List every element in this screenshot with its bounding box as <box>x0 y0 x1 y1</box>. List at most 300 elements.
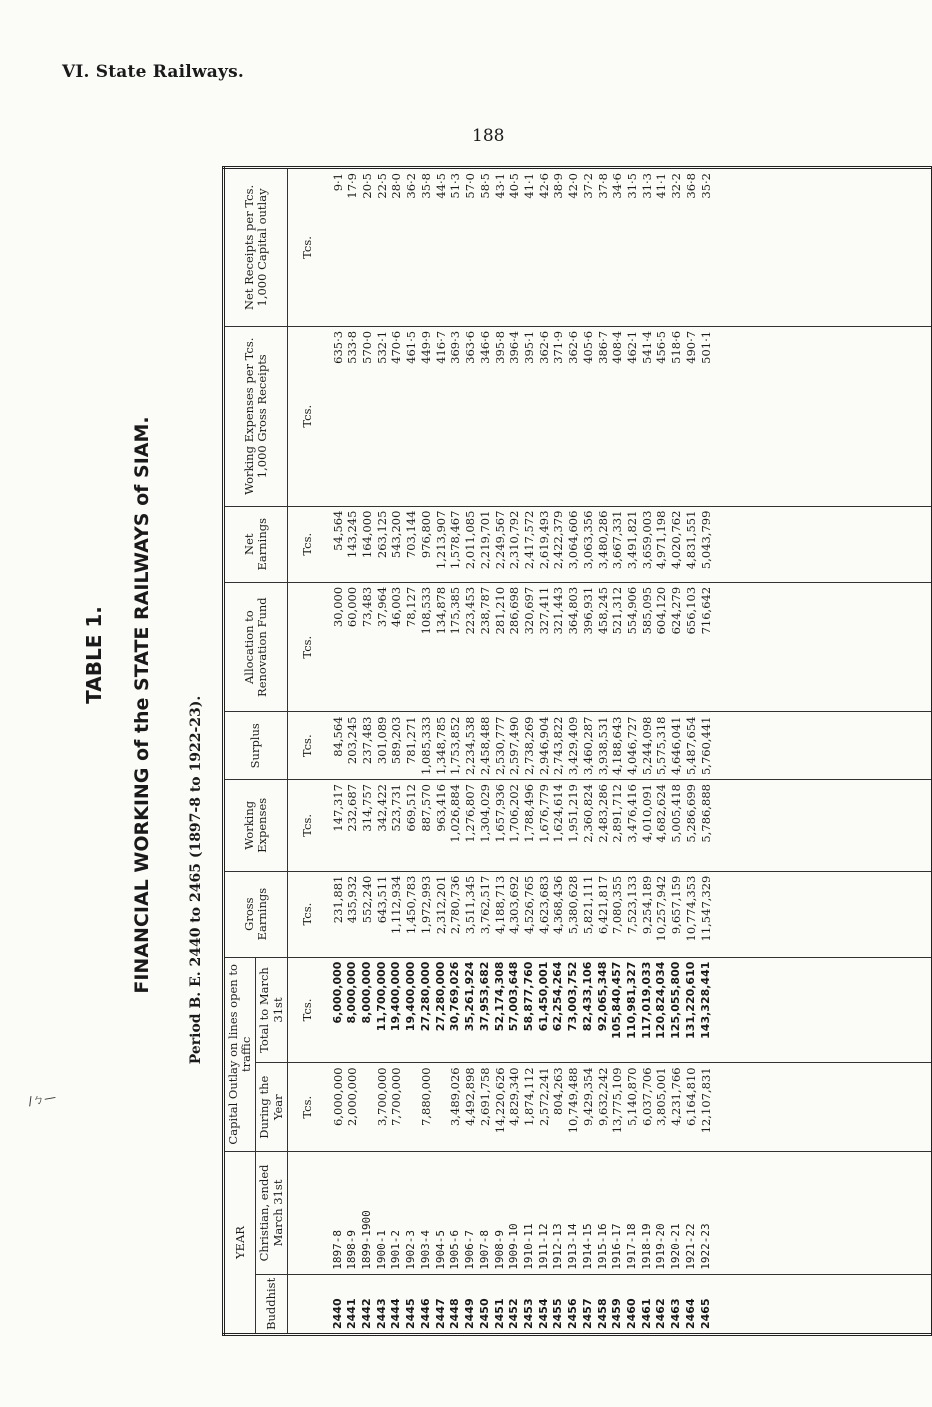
table-cell: 31·3 <box>640 168 655 327</box>
table-cell: 22·5 <box>375 168 390 327</box>
table-cell: 10,749,488 <box>566 1063 581 1152</box>
table-cell: 28·0 <box>389 168 404 327</box>
table-cell: 37·8 <box>596 168 611 327</box>
page-number: 188 <box>472 126 505 146</box>
table-cell: 1897-8 <box>331 1152 346 1275</box>
table-row <box>448 168 463 1335</box>
table-row <box>684 168 699 1335</box>
table-cell: 1921-22 <box>684 1152 699 1275</box>
table-cell: 2450 <box>478 1274 493 1334</box>
table-cell: 1916-17 <box>610 1152 625 1275</box>
table-cell: 9,254,189 <box>640 871 655 957</box>
table-cell: 2440 <box>331 1274 346 1334</box>
table-cell: 3,762,517 <box>478 871 493 957</box>
table-cell: 2447 <box>434 1274 449 1334</box>
table-cell: 1,304,029 <box>478 780 493 872</box>
table-cell: 20·5 <box>360 168 375 327</box>
table-cell: 703,144 <box>404 506 419 582</box>
table-cell: 3,667,331 <box>610 506 625 582</box>
header-during: During the Year <box>256 1063 287 1152</box>
table-cell: 4,010,091 <box>640 780 655 872</box>
table-cell: 1,972,993 <box>419 871 434 957</box>
table-cell: 3,064,606 <box>566 506 581 582</box>
table-cell: 887,570 <box>419 780 434 872</box>
table-cell: 1,578,467 <box>448 506 463 582</box>
table-cell: 5,043,799 <box>699 506 714 582</box>
table-row <box>537 168 552 1335</box>
margin-note: /ㄅ— <box>27 1089 58 1109</box>
table-cell: 41·1 <box>654 168 669 327</box>
table-cell: 37,953,682 <box>478 957 493 1063</box>
table-row <box>463 168 478 1335</box>
table-row <box>389 168 404 1335</box>
table-cell: 1,753,852 <box>448 712 463 780</box>
table-cell: 37·2 <box>581 168 596 327</box>
unit-label: Tcs. <box>287 168 330 327</box>
table-cell: 1,213,907 <box>434 506 449 582</box>
table-cell: 643,511 <box>375 871 390 957</box>
table-cell: 6,037,706 <box>640 1063 655 1152</box>
table-cell: 2463 <box>669 1274 684 1334</box>
header-net: Net Earnings <box>224 506 288 582</box>
table-cell: 1901-2 <box>389 1152 404 1275</box>
table-cell: 1922-23 <box>699 1152 714 1275</box>
table-cell: 58·5 <box>478 168 493 327</box>
table-cell: 62,254,264 <box>551 957 566 1063</box>
table-cell: 263,125 <box>375 506 390 582</box>
table-cell: 164,000 <box>360 506 375 582</box>
table-cell: 4,188,713 <box>493 871 508 957</box>
unit-label: Tcs. <box>287 326 330 506</box>
table-cell: 37,964 <box>375 582 390 712</box>
table-cell: 552,240 <box>360 871 375 957</box>
table-cell: 461·5 <box>404 326 419 506</box>
table-cell: 3,511,345 <box>463 871 478 957</box>
table-cell: 2457 <box>581 1274 596 1334</box>
table-cell: 2452 <box>507 1274 522 1334</box>
table-cell: 2,011,085 <box>463 506 478 582</box>
table-cell: 9,429,354 <box>581 1063 596 1152</box>
table-row <box>478 168 493 1335</box>
table-period: Period B. E. 2440 to 2465 (1897-8 to 1922-23). <box>188 695 204 1065</box>
table-cell: 41·1 <box>522 168 537 327</box>
table-cell: 362·6 <box>537 326 552 506</box>
table-row <box>434 168 449 1335</box>
table-cell: 9,632,242 <box>596 1063 611 1152</box>
table-cell: 57·0 <box>463 168 478 327</box>
table-cell: 2,458,488 <box>478 712 493 780</box>
table-cell: 2449 <box>463 1274 478 1334</box>
table-cell <box>404 1063 419 1152</box>
table-cell: 5,140,870 <box>625 1063 640 1152</box>
table-cell: 2,000,000 <box>345 1063 360 1152</box>
table-cell: 490·7 <box>684 326 699 506</box>
table-cell: 1904-5 <box>434 1152 449 1275</box>
table-cell: 2,738,269 <box>522 712 537 780</box>
table-cell: 521,312 <box>610 582 625 712</box>
table-cell: 2461 <box>640 1274 655 1334</box>
table-cell: 1902-3 <box>404 1152 419 1275</box>
table-cell: 1920-21 <box>669 1152 684 1275</box>
table-cell: 2,691,758 <box>478 1063 493 1152</box>
table-cell: 1,624,614 <box>551 780 566 872</box>
table-cell: 543,200 <box>389 506 404 582</box>
table-cell: 117,019,033 <box>640 957 655 1063</box>
table-cell: 237,483 <box>360 712 375 780</box>
table-cell: 2,619,493 <box>537 506 552 582</box>
table-cell: 19,400,000 <box>389 957 404 1063</box>
table-cell: 5,575,318 <box>654 712 669 780</box>
table-cell: 175,385 <box>448 582 463 712</box>
table-cell: 1919-20 <box>654 1152 669 1275</box>
header-capital-outlay: Capital Outlay on lines open to traffic <box>224 957 256 1152</box>
table-cell: 6,000,000 <box>331 957 346 1063</box>
table-cell: 1915-16 <box>596 1152 611 1275</box>
header-netrec-per: Net Receipts per Tcs. 1,000 Capital outlay <box>224 168 288 327</box>
table-cell: 8,000,000 <box>360 957 375 1063</box>
table-cell: 2462 <box>654 1274 669 1334</box>
table-cell: 46,003 <box>389 582 404 712</box>
table-row <box>551 168 566 1335</box>
table-cell: 125,055,800 <box>669 957 684 1063</box>
table-row <box>640 168 655 1335</box>
table-cell: 42·6 <box>537 168 552 327</box>
table-cell <box>360 1063 375 1152</box>
table-cell: 12,107,831 <box>699 1063 714 1152</box>
table-cell: 2454 <box>537 1274 552 1334</box>
table-cell: 301,089 <box>375 712 390 780</box>
table-cell: 42·0 <box>566 168 581 327</box>
table-cell: 134,878 <box>434 582 449 712</box>
table-cell: 1899-1900 <box>360 1152 375 1275</box>
table-cell: 2451 <box>493 1274 508 1334</box>
table-cell: 105,840,457 <box>610 957 625 1063</box>
header-surplus: Surplus <box>224 712 288 780</box>
table-cell: 10,774,353 <box>684 871 699 957</box>
table-cell: 11,700,000 <box>375 957 390 1063</box>
table-cell: 2453 <box>522 1274 537 1334</box>
table-cell: 1907-8 <box>478 1152 493 1275</box>
table-cell: 1911-12 <box>537 1152 552 1275</box>
table-cell: 34·6 <box>610 168 625 327</box>
table-cell: 2,891,712 <box>610 780 625 872</box>
table-cell: 321,443 <box>551 582 566 712</box>
table-cell: 231,881 <box>331 871 346 957</box>
table-cell: 110,981,327 <box>625 957 640 1063</box>
table-cell: 35·8 <box>419 168 434 327</box>
table-cell: 43·1 <box>493 168 508 327</box>
table-cell: 5,487,654 <box>684 712 699 780</box>
table-cell: 1913-14 <box>566 1152 581 1275</box>
table-cell: 2,743,822 <box>551 712 566 780</box>
table-row <box>654 168 669 1335</box>
table-cell: 456·5 <box>654 326 669 506</box>
table-cell: 3,700,000 <box>375 1063 390 1152</box>
table-cell: 1,706,202 <box>507 780 522 872</box>
table-cell: 4,971,198 <box>654 506 669 582</box>
financial-table <box>222 166 932 1336</box>
table-cell: 5,286,699 <box>684 780 699 872</box>
unit-label: Tcs. <box>287 780 330 872</box>
table-row <box>566 168 581 1335</box>
table-cell: 363·6 <box>463 326 478 506</box>
table-cell: 585,095 <box>640 582 655 712</box>
table-cell: 60,000 <box>345 582 360 712</box>
table-cell: 30,000 <box>331 582 346 712</box>
table-cell: 1,112,934 <box>389 871 404 957</box>
table-cell: 624,279 <box>669 582 684 712</box>
table-cell: 405·6 <box>581 326 596 506</box>
table-cell: 92,065,348 <box>596 957 611 1063</box>
header-working: Working Expenses <box>224 780 288 872</box>
table-cell: 1912-13 <box>551 1152 566 1275</box>
table-cell: 2,249,567 <box>493 506 508 582</box>
table-cell: 589,203 <box>389 712 404 780</box>
table-row <box>522 168 537 1335</box>
table-cell: 7,523,133 <box>625 871 640 957</box>
table-cell: 11,547,329 <box>699 871 714 957</box>
table-cell: 2,422,379 <box>551 506 566 582</box>
table-cell: 371·9 <box>551 326 566 506</box>
table-cell: 395·8 <box>493 326 508 506</box>
table-cell: 7,080,355 <box>610 871 625 957</box>
header-christian: Christian, ended March 31st <box>256 1152 287 1275</box>
table-cell: 19,400,000 <box>404 957 419 1063</box>
table-title: FINANCIAL WORKING of the STATE RAILWAYS of SIAM. <box>131 416 153 994</box>
table-cell: 232,687 <box>345 780 360 872</box>
table-cell: 2,597,490 <box>507 712 522 780</box>
table-cell: 3,659,003 <box>640 506 655 582</box>
table-cell: 143,328,441 <box>699 957 714 1063</box>
table-cell: 286,698 <box>507 582 522 712</box>
table-cell: 2441 <box>345 1274 360 1334</box>
table-cell: 2465 <box>699 1274 714 1334</box>
table-cell: 435,932 <box>345 871 360 957</box>
unit-label: Tcs. <box>287 957 330 1063</box>
table-cell: 669,512 <box>404 780 419 872</box>
table-row <box>699 168 714 1335</box>
table-cell: 604,120 <box>654 582 669 712</box>
table-cell: 4,831,551 <box>684 506 699 582</box>
table-cell: 1,348,785 <box>434 712 449 780</box>
table-cell: 976,800 <box>419 506 434 582</box>
table-cell: 31·5 <box>625 168 640 327</box>
table-cell: 396,931 <box>581 582 596 712</box>
table-cell: 5,821,111 <box>581 871 596 957</box>
table-cell: 84,564 <box>331 712 346 780</box>
table-cell: 120,824,034 <box>654 957 669 1063</box>
table-cell: 3,805,001 <box>654 1063 669 1152</box>
table-cell: 386·7 <box>596 326 611 506</box>
table-cell: 2446 <box>419 1274 434 1334</box>
table-cell: 501·1 <box>699 326 714 506</box>
table-cell: 2444 <box>389 1274 404 1334</box>
table-cell: 5,380,628 <box>566 871 581 957</box>
table-cell: 396·4 <box>507 326 522 506</box>
table-cell: 52,174,308 <box>493 957 508 1063</box>
table-row <box>345 168 360 1335</box>
table-cell: 1,450,783 <box>404 871 419 957</box>
table-cell: 656,103 <box>684 582 699 712</box>
table-cell: 416·7 <box>434 326 449 506</box>
table-cell: 10,257,942 <box>654 871 669 957</box>
table-cell: 1,874,112 <box>522 1063 537 1152</box>
table-row <box>419 168 434 1335</box>
unit-label: Tcs. <box>287 582 330 712</box>
table-cell: 449·9 <box>419 326 434 506</box>
unit-label: Tcs. <box>287 712 330 780</box>
table-cell: 3,429,409 <box>566 712 581 780</box>
table-cell: 1914-15 <box>581 1152 596 1275</box>
table-cell: 4,368,436 <box>551 871 566 957</box>
table-cell: 78,127 <box>404 582 419 712</box>
table-cell: 44·5 <box>434 168 449 327</box>
header-total: Total to March 31st <box>256 957 287 1063</box>
table-cell: 523,731 <box>389 780 404 872</box>
table-cell: 2,312,201 <box>434 871 449 957</box>
table-cell: 4,646,041 <box>669 712 684 780</box>
table-cell: 27,280,000 <box>419 957 434 1063</box>
table-cell: 1918-19 <box>640 1152 655 1275</box>
table-cell: 2459 <box>610 1274 625 1334</box>
table-cell: 4,492,898 <box>463 1063 478 1152</box>
table-row <box>625 168 640 1335</box>
table-cell: 40·5 <box>507 168 522 327</box>
table-cell: 408·4 <box>610 326 625 506</box>
table-cell: 143,245 <box>345 506 360 582</box>
table-cell: 36·8 <box>684 168 699 327</box>
table-cell: 58,877,760 <box>522 957 537 1063</box>
table-cell: 7,880,000 <box>419 1063 434 1152</box>
table-row <box>669 168 684 1335</box>
table-cell: 327,411 <box>537 582 552 712</box>
table-cell: 1900-1 <box>375 1152 390 1275</box>
table-cell: 635·3 <box>331 326 346 506</box>
table-cell: 9,657,159 <box>669 871 684 957</box>
table-cell: 2,530,777 <box>493 712 508 780</box>
table-cell: 108,533 <box>419 582 434 712</box>
header-year: YEAR <box>224 1152 256 1335</box>
table-cell: 2,780,736 <box>448 871 463 957</box>
table-cell: 4,020,762 <box>669 506 684 582</box>
table-cell: 82,433,106 <box>581 957 596 1063</box>
table-cell: 2,219,701 <box>478 506 493 582</box>
table-cell: 147,317 <box>331 780 346 872</box>
table-cell: 3,460,287 <box>581 712 596 780</box>
table-cell: 518·6 <box>669 326 684 506</box>
table-cell: 27,280,000 <box>434 957 449 1063</box>
unit-label: Tcs. <box>287 871 330 957</box>
table-cell: 6,421,817 <box>596 871 611 957</box>
table-cell: 2442 <box>360 1274 375 1334</box>
table-cell: 35·2 <box>699 168 714 327</box>
table-cell: 570·0 <box>360 326 375 506</box>
table-cell: 30,769,026 <box>448 957 463 1063</box>
table-cell <box>434 1063 449 1152</box>
table-cell: 36·2 <box>404 168 419 327</box>
table-row <box>404 168 419 1335</box>
table-cell: 6,000,000 <box>331 1063 346 1152</box>
table-number: TABLE 1. <box>82 606 106 704</box>
table-cell: 4,526,765 <box>522 871 537 957</box>
table-cell: 395·1 <box>522 326 537 506</box>
table-cell: 462·1 <box>625 326 640 506</box>
table-cell: 3,491,821 <box>625 506 640 582</box>
header-buddhist: Buddhist <box>256 1274 287 1334</box>
table-cell: 1,276,807 <box>463 780 478 872</box>
table-row <box>360 168 375 1335</box>
table-cell: 1909-10 <box>507 1152 522 1275</box>
table-cell: 13,775,109 <box>610 1063 625 1152</box>
table-cell: 4,188,643 <box>610 712 625 780</box>
table-cell: 223,453 <box>463 582 478 712</box>
table-cell: 716,642 <box>699 582 714 712</box>
table-cell: 2458 <box>596 1274 611 1334</box>
table-cell: 61,450,001 <box>537 957 552 1063</box>
table-cell: 2,310,792 <box>507 506 522 582</box>
table-cell: 1,026,884 <box>448 780 463 872</box>
table-cell: 131,220,610 <box>684 957 699 1063</box>
table-cell: 4,682,624 <box>654 780 669 872</box>
table-row <box>375 168 390 1335</box>
table-cell: 238,787 <box>478 582 493 712</box>
table-cell: 9·1 <box>331 168 346 327</box>
table-cell: 32·2 <box>669 168 684 327</box>
table-cell: 1910-11 <box>522 1152 537 1275</box>
table-row <box>596 168 611 1335</box>
table-cell: 5,244,098 <box>640 712 655 780</box>
table-cell: 2464 <box>684 1274 699 1334</box>
table-cell: 1903-4 <box>419 1152 434 1275</box>
table-cell: 2460 <box>625 1274 640 1334</box>
table-cell: 73,483 <box>360 582 375 712</box>
table-cell: 362·6 <box>566 326 581 506</box>
table-cell: 3,476,416 <box>625 780 640 872</box>
table-cell: 1908-9 <box>493 1152 508 1275</box>
table-cell: 4,303,692 <box>507 871 522 957</box>
table-cell: 470·6 <box>389 326 404 506</box>
table-cell: 1905-6 <box>448 1152 463 1275</box>
table-cell: 1,676,779 <box>537 780 552 872</box>
table-cell: 1898-9 <box>345 1152 360 1275</box>
table-cell: 2455 <box>551 1274 566 1334</box>
table-cell: 2443 <box>375 1274 390 1334</box>
table-cell: 458,245 <box>596 582 611 712</box>
table-row <box>493 168 508 1335</box>
table-cell: 35,261,924 <box>463 957 478 1063</box>
table-cell: 1906-7 <box>463 1152 478 1275</box>
table-cell: 342,422 <box>375 780 390 872</box>
table-cell: 4,046,727 <box>625 712 640 780</box>
table-cell: 320,697 <box>522 582 537 712</box>
table-cell: 364,803 <box>566 582 581 712</box>
header-wexp-per: Working Expenses per Tcs. 1,000 Gross Receipts <box>224 326 288 506</box>
header-gross: Gross Earnings <box>224 871 288 957</box>
table-cell: 2,417,572 <box>522 506 537 582</box>
table-cell: 5,005,418 <box>669 780 684 872</box>
table-container <box>222 166 932 1336</box>
table-cell: 1,657,936 <box>493 780 508 872</box>
table-cell: 3,489,026 <box>448 1063 463 1152</box>
table-cell: 369·3 <box>448 326 463 506</box>
table-cell: 2,360,824 <box>581 780 596 872</box>
table-cell: 533·8 <box>345 326 360 506</box>
table-row <box>331 168 346 1335</box>
table-cell: 541·4 <box>640 326 655 506</box>
table-cell: 4,829,340 <box>507 1063 522 1152</box>
table-cell: 2445 <box>404 1274 419 1334</box>
table-cell: 2,572,241 <box>537 1063 552 1152</box>
